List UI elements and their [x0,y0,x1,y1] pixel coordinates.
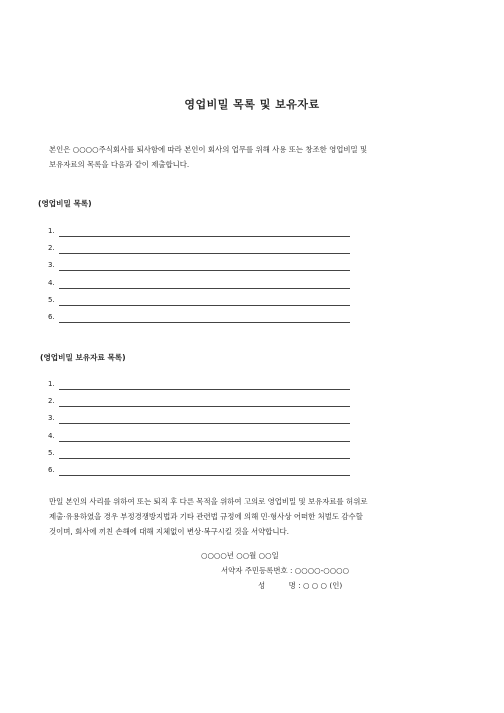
item-number: 5. [48,448,55,457]
intro-paragraph [49,142,459,172]
trade-secret-list [48,224,350,327]
section-heading-trade-secrets: (영업비밀 목록) [38,199,92,208]
list-item [48,310,350,327]
blank-line[interactable] [59,322,350,323]
blank-line[interactable] [59,389,350,390]
pledge-line-3: 것이며, 회사에 끼친 손해에 대해 지체없이 변상·복구시킬 것을 서약합니다. [49,527,290,536]
item-number: 5. [48,295,55,304]
list-item [48,276,350,293]
pledge-paragraph [49,494,461,539]
blank-line[interactable] [59,236,350,237]
list-item [48,429,350,446]
signature-pledger-id: 서약자 주민등록번호 : ○○○○-○○○○ [221,566,350,575]
materials-list [48,377,350,480]
item-number: 6. [48,465,55,474]
blank-line[interactable] [59,253,350,254]
list-item [48,394,350,411]
list-item [48,446,350,463]
intro-line-1: 본인은 ○○○○주식회사를 퇴사함에 따라 본인이 회사의 업무를 위해 사용 또는 창조한 영업비밀 및 [49,145,368,154]
item-number: 3. [48,414,55,423]
section-heading-materials: (영업비밀 보유자료 목록) [40,353,126,362]
intro-line-2: 보유자료의 목록을 다음과 같이 제출합니다. [49,160,190,169]
signature-date: ○○○○년 ○○월 ○○일 [201,551,279,560]
item-number: 6. [48,312,55,321]
item-number: 2. [48,244,55,253]
blank-line[interactable] [59,305,350,306]
list-item [48,258,350,275]
blank-line[interactable] [59,406,350,407]
item-number: 1. [48,227,55,235]
item-number: 1. [48,380,55,388]
blank-line[interactable] [59,288,350,289]
blank-line[interactable] [59,475,350,476]
list-item [48,463,350,480]
list-item [48,411,350,428]
item-number: 3. [48,261,55,270]
item-number: 4. [48,278,55,287]
blank-line[interactable] [59,270,350,271]
pledge-line-2: 제출·유용하였을 경우 부정경쟁방지법과 기타 관련법 규정에 의해 민·형사상 어떠한 처벌도 감수할 [49,512,363,521]
blank-line[interactable] [59,441,350,442]
signature-name: 성 명 : ○ ○ ○ (인) [258,581,343,590]
blank-line[interactable] [59,423,350,424]
item-number: 2. [48,397,55,406]
document-title: 영업비밀 목록 및 보유자료 [184,98,320,111]
pledge-line-1: 만일 본인의 사리를 위하여 또는 퇴직 후 다른 목적을 위하여 고의로 영업비밀 및 보유자료를 허위로 [49,497,368,506]
list-item [48,293,350,310]
list-item [48,241,350,258]
list-item [48,377,350,394]
item-number: 4. [48,431,55,440]
list-item [48,224,350,241]
blank-line[interactable] [59,458,350,459]
